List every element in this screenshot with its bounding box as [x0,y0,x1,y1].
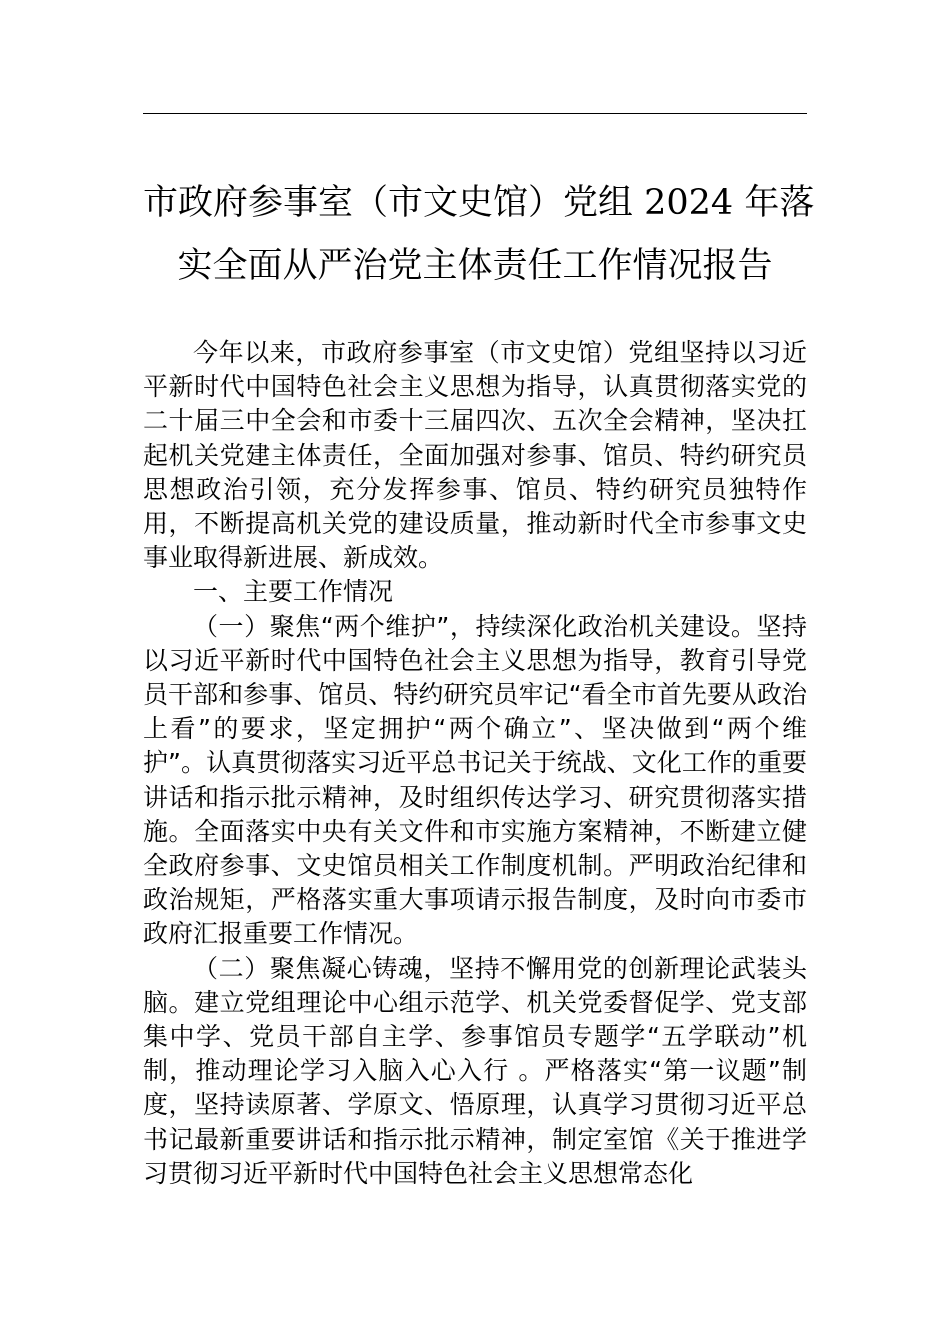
intro-paragraph: 今年以来，市政府参事室（市文史馆）党组坚持以习近平新时代中国特色社会主义思想为指导，认真贯彻落实党的二十届三中全会和市委十三届四次、五次全会精神，坚决扛起机关党建主体责任，全面加强对参事、馆员、特约研究员思想政治引领，充分发挥参事、馆员、特约研究员独特作用，不断提高机关党的建设质量，推动新时代全市参事文史事业取得新进展、新成效。 [143,338,807,573]
subsection-paragraph-2: （二）聚焦凝心铸魂，坚持不懈用党的创新理论武装头脑。建立党组理论中心组示范学、机关党委督促学、党支部集中学、党员干部自主学、参事馆员专题学“五学联动”机制，推动理论学习入脑入心入行 。严格落实“第一议题”制度，坚持读原著、学原文、悟原理，认真学习贯彻习近平总书记最新重要讲话和指示批示精神，制定室馆《关于推进学习贯彻习近平新时代中国特色社会主义思想常态化 [143,953,807,1188]
document-title [143,172,815,298]
title-line-2: 实全面从严治党主体责任工作情况报告 [177,246,773,286]
section-heading-1: 一、主要工作情况 [193,577,394,607]
document-body [143,336,807,1191]
title-line-1: 市政府参事室（市文史馆）党组 2024 年落 [143,183,815,223]
subsection-paragraph-1: （一）聚焦“两个维护”，持续深化政治机关建设。坚持以习近平新时代中国特色社会主义思想为指导，教育引导党员干部和参事、馆员、特约研究员牢记“看全市首先要从政治上看”的要求，坚定拥护“两个确立”、坚决做到“两个维护”。认真贯彻落实习近平总书记关于统战、文化工作的重要讲话和指示批示精神，及时组织传达学习、研究贯彻落实措施。全面落实中央有关文件和市实施方案精神，不断建立健全政府参事、文史馆员相关工作制度机制。严明政治纪律和政治规矩，严格落实重大事项请示报告制度，及时向市委市政府汇报重要工作情况。 [143,611,807,949]
header-rule [143,113,807,114]
